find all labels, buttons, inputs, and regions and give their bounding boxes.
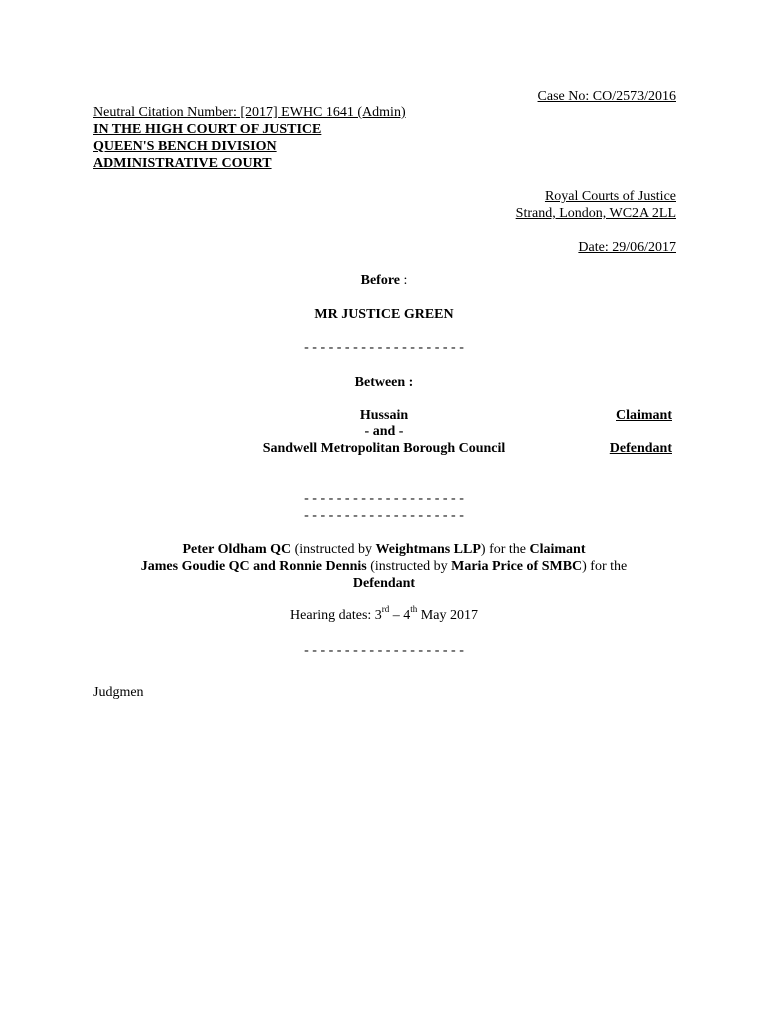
court-location: Royal Courts of Justice [544,189,676,204]
judgment-body-text: Judgmen [93,685,144,700]
claimant-name-text: Hussain [359,408,409,423]
separator-line: - - - - - - - - - - - - - - - - - - - - [304,643,464,658]
between-label: Between : [354,375,414,390]
hearing-suffix: May 2017 [417,608,478,623]
before-label: Before [360,273,400,288]
defendant-solicitor: Maria Price of SMBC [451,559,583,574]
separator-line: - - - - - - - - - - - - - - - - - - - - [304,340,464,355]
claimant-name [94,407,674,424]
court-address: Strand, London, WC2A 2LL [515,206,676,221]
instructed-text: (instructed by [366,559,452,574]
separator-line: - - - - - - - - - - - - - - - - - - - - [304,508,464,523]
judgment-date: Date: 29/06/2017 [578,240,676,255]
defendant-name: Sandwell Metropolitan Borough Council [262,441,506,456]
defendant-counsel-line [94,558,674,575]
case-number: Case No: CO/2573/2016 [537,89,676,104]
separator-line: - - - - - - - - - - - - - - - - - - - - [304,491,464,506]
and-separator: - and - [364,424,404,439]
defendant-party: Defendant [352,576,416,591]
hearing-sup-rd: rd [381,604,390,615]
neutral-citation: Neutral Citation Number: [2017] EWHC 1641 (Admin) [93,105,406,120]
hearing-prefix: Hearing dates: 3 [290,608,382,623]
claimant-counsel: Peter Oldham QC [182,542,292,557]
before-colon: : [400,273,408,288]
hearing-dates [94,604,674,624]
defendant-role: Defendant [609,441,672,456]
claimant-solicitor: Weightmans LLP [375,542,481,557]
for-the-text: ) for the [582,559,628,574]
defendant-counsel: James Goudie QC and Ronnie Dennis [140,559,367,574]
court-division: QUEEN'S BENCH DIVISION [93,139,277,154]
instructed-text: (instructed by [291,542,376,557]
before-heading [94,272,674,289]
hearing-sup-th: th [410,604,418,615]
claimant-party: Claimant [529,542,586,557]
for-the-text: ) for the [480,542,530,557]
claimant-counsel-line [94,541,674,558]
hearing-mid: – 4 [389,608,411,623]
court-subdivision: ADMINISTRATIVE COURT [93,156,272,171]
court-name: IN THE HIGH COURT OF JUSTICE [93,122,322,137]
judge-name: MR JUSTICE GREEN [314,307,454,322]
claimant-role: Claimant [616,408,672,423]
